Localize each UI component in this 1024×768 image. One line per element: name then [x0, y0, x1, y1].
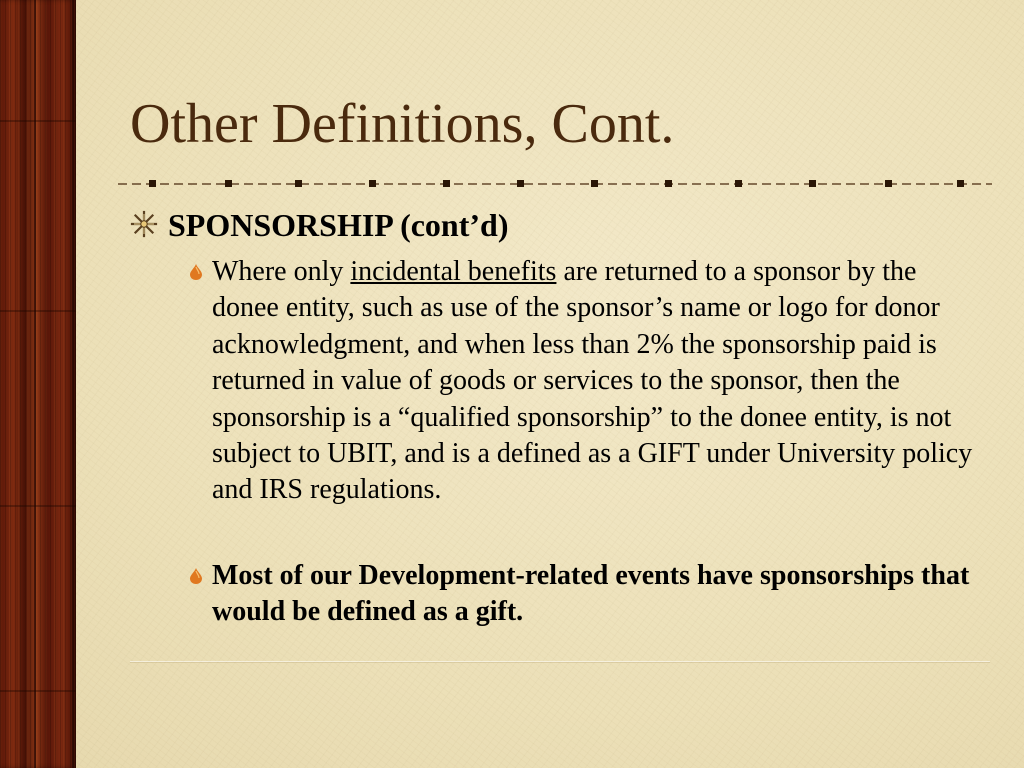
incidental-benefits-underlined: incidental benefits [350, 256, 557, 287]
sponsorship-heading [130, 207, 508, 243]
bullet-text [212, 254, 980, 509]
title-divider [118, 177, 992, 191]
bullet-text-before: Where only [212, 256, 351, 287]
bullet-item-development-events [190, 558, 980, 631]
wood-side-panel [0, 0, 76, 768]
wood-seam [72, 0, 74, 768]
wood-grain [0, 120, 76, 122]
footer-rule [130, 661, 990, 662]
bullet-text-bold: Most of our Development-related events have sponsorships that would be defined as a gift. [212, 560, 970, 628]
wood-seam [34, 0, 36, 768]
slide-title: Other Definitions, Cont. [130, 93, 675, 155]
asterisk-star-icon [130, 210, 158, 238]
bullet-text-after: are returned to a sponsor by the donee entity, such as use of the sponsor’s name or logo for donor acknowledgment, and when less than 2% the sponsorship paid is returned in value of goods or services to the sponsor, then the sponsorship is a “qualified sponsorship” to the donee entity, is not subject to UBIT, and is a defined as a GIFT under University policy and IRS regulations. [212, 256, 973, 506]
wood-grain [0, 310, 76, 312]
wood-grain [0, 505, 76, 507]
orange-drop-bullet-icon [190, 264, 202, 280]
heading-text: SPONSORSHIP (cont’d) [168, 207, 509, 243]
wood-grain [0, 690, 76, 692]
bullet-item-incidental-benefits [190, 254, 980, 509]
orange-drop-bullet-icon [190, 568, 202, 584]
